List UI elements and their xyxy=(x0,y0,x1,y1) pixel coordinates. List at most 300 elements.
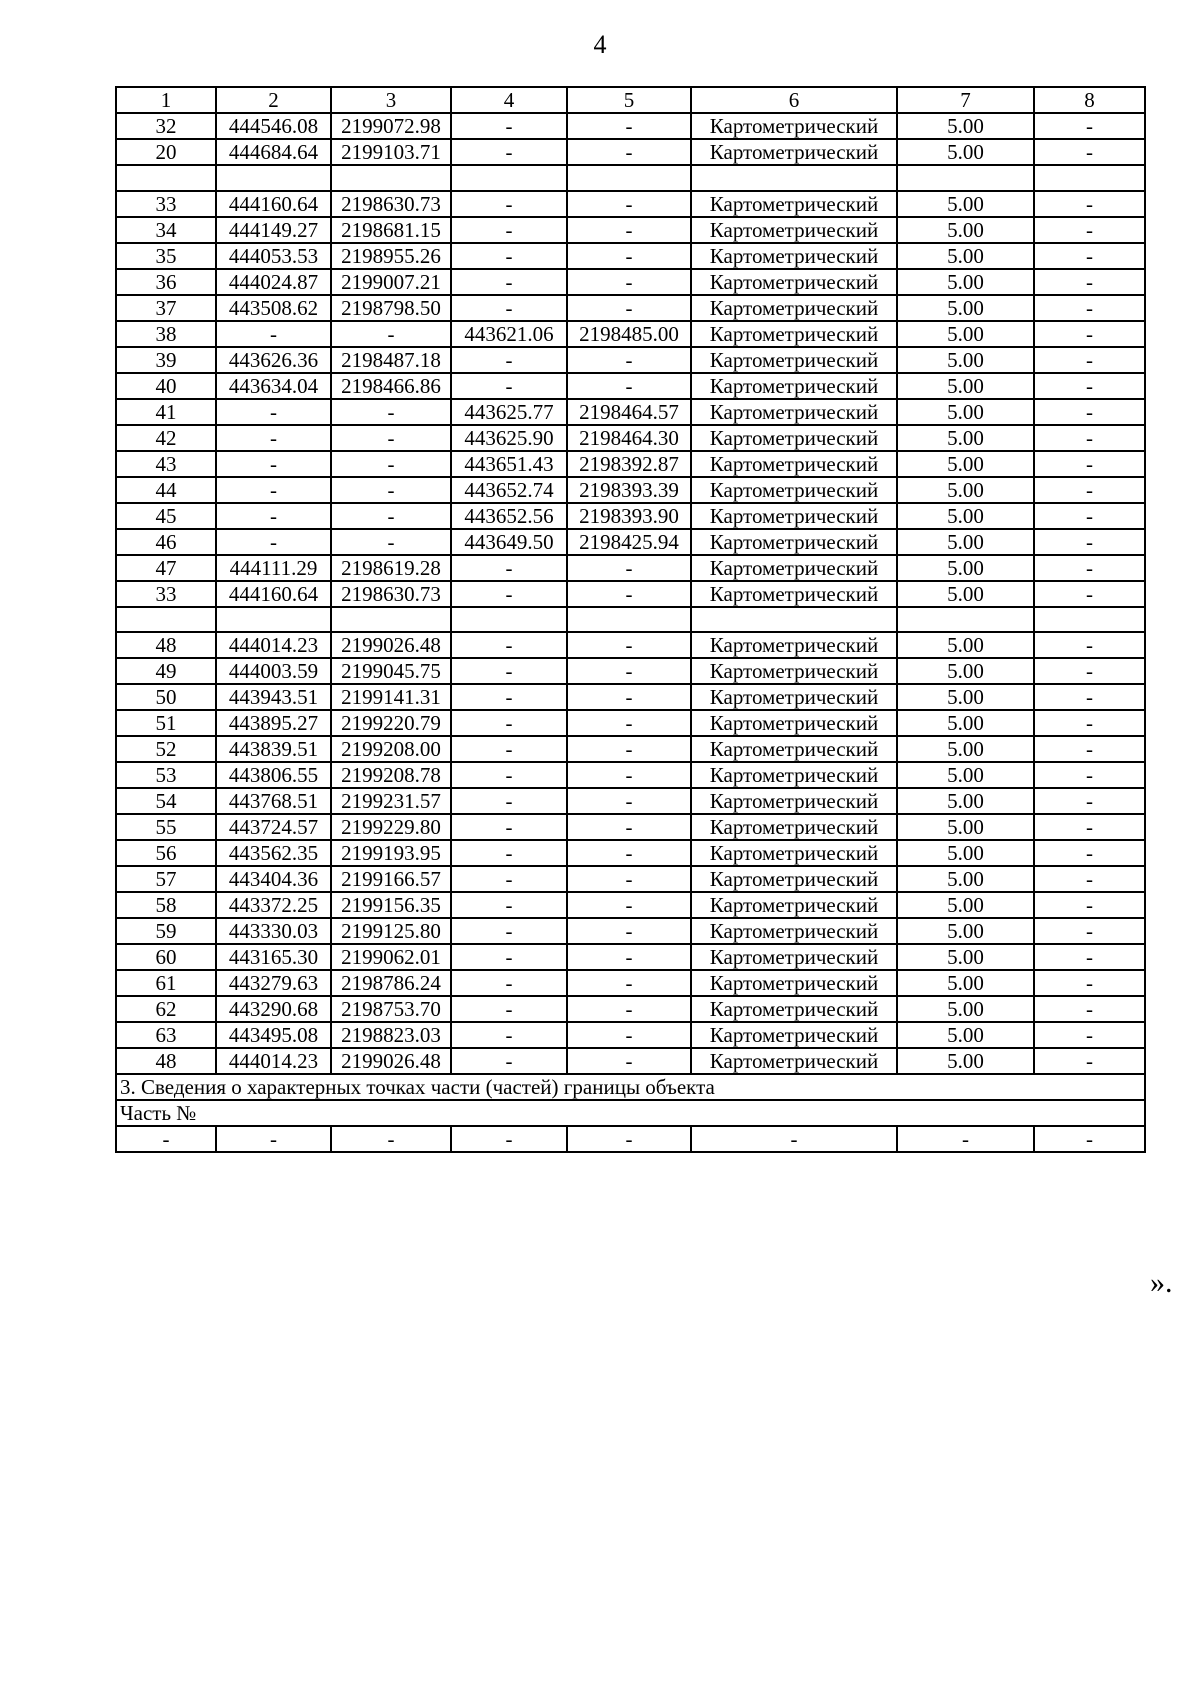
table-cell: 2198630.73 xyxy=(331,581,451,607)
table-cell xyxy=(897,165,1034,191)
table-cell: 53 xyxy=(116,762,216,788)
table-cell: 5.00 xyxy=(897,814,1034,840)
table-row xyxy=(116,399,1145,425)
table-cell: 5.00 xyxy=(897,373,1034,399)
table-cell: - xyxy=(451,710,567,736)
table-cell: 2198393.90 xyxy=(567,503,691,529)
table-row xyxy=(116,607,1145,633)
table-row xyxy=(116,451,1145,477)
table-cell: 443651.43 xyxy=(451,451,567,477)
table-cell: 33 xyxy=(116,581,216,607)
table-row xyxy=(116,217,1145,243)
table-cell: 2198823.03 xyxy=(331,1022,451,1048)
table-cell: - xyxy=(691,1126,897,1152)
table-row xyxy=(116,191,1145,217)
table-cell: - xyxy=(331,529,451,555)
table-cell: 443625.77 xyxy=(451,399,567,425)
table-cell: 38 xyxy=(116,321,216,347)
table-row xyxy=(116,1048,1145,1074)
table-cell: - xyxy=(897,1126,1034,1152)
table-cell: - xyxy=(216,477,331,503)
table-cell: Картометрический xyxy=(691,191,897,217)
table-cell: - xyxy=(1034,529,1145,555)
table-row xyxy=(116,918,1145,944)
table-cell: 44 xyxy=(116,477,216,503)
table-row xyxy=(116,321,1145,347)
table-cell: - xyxy=(451,347,567,373)
table-cell: - xyxy=(567,918,691,944)
table-cell: 62 xyxy=(116,996,216,1022)
table-cell: 5.00 xyxy=(897,399,1034,425)
table-cell xyxy=(331,165,451,191)
table-cell: - xyxy=(1034,710,1145,736)
table-cell: 58 xyxy=(116,892,216,918)
table-cell: Картометрический xyxy=(691,970,897,996)
table-row xyxy=(116,425,1145,451)
table-cell: 2198681.15 xyxy=(331,217,451,243)
table-cell: 2199156.35 xyxy=(331,892,451,918)
table-cell: - xyxy=(567,191,691,217)
table-cell: 7 xyxy=(897,87,1034,113)
table-cell: 20 xyxy=(116,139,216,165)
table-cell: - xyxy=(331,399,451,425)
table-cell: - xyxy=(1034,399,1145,425)
table-cell: - xyxy=(331,503,451,529)
table-cell: 54 xyxy=(116,788,216,814)
table-cell: 5.00 xyxy=(897,658,1034,684)
table-row xyxy=(116,113,1145,139)
table-row xyxy=(116,269,1145,295)
table-row xyxy=(116,373,1145,399)
table-cell: 2198464.30 xyxy=(567,425,691,451)
table-row xyxy=(116,944,1145,970)
table-cell: - xyxy=(567,1022,691,1048)
table-row xyxy=(116,139,1145,165)
table-cell: Картометрический xyxy=(691,477,897,503)
table-cell: - xyxy=(567,892,691,918)
table-cell: 51 xyxy=(116,710,216,736)
table-cell: 443372.25 xyxy=(216,892,331,918)
table-cell: 37 xyxy=(116,295,216,321)
table-cell: 2199062.01 xyxy=(331,944,451,970)
table-row xyxy=(116,347,1145,373)
table-row xyxy=(116,814,1145,840)
table-row xyxy=(116,165,1145,191)
table-cell: 443562.35 xyxy=(216,840,331,866)
table-cell: - xyxy=(1034,918,1145,944)
table-cell: 5.00 xyxy=(897,529,1034,555)
table-row xyxy=(116,892,1145,918)
table-cell xyxy=(691,165,897,191)
table-cell: 2198798.50 xyxy=(331,295,451,321)
table-cell: 1 xyxy=(116,87,216,113)
table-cell: Картометрический xyxy=(691,632,897,658)
table-row xyxy=(116,762,1145,788)
table-cell: - xyxy=(1034,788,1145,814)
table-cell: 443330.03 xyxy=(216,918,331,944)
table-cell: - xyxy=(567,1048,691,1074)
table-cell xyxy=(567,607,691,633)
table-cell: 2198464.57 xyxy=(567,399,691,425)
table-cell: - xyxy=(1034,736,1145,762)
table-cell: Картометрический xyxy=(691,944,897,970)
table-cell xyxy=(1034,607,1145,633)
table-cell: Картометрический xyxy=(691,840,897,866)
page-number: 4 xyxy=(593,30,607,59)
table-cell xyxy=(216,165,331,191)
table-cell: 57 xyxy=(116,866,216,892)
table-cell: 2199141.31 xyxy=(331,684,451,710)
table-cell: 443806.55 xyxy=(216,762,331,788)
table-cell: 33 xyxy=(116,191,216,217)
table-cell: Картометрический xyxy=(691,529,897,555)
table-cell: 5.00 xyxy=(897,347,1034,373)
table-cell: - xyxy=(567,217,691,243)
table-cell: Картометрический xyxy=(691,814,897,840)
table-cell: - xyxy=(567,347,691,373)
table-cell: 5.00 xyxy=(897,503,1034,529)
table-cell: - xyxy=(1034,892,1145,918)
table-cell: - xyxy=(567,373,691,399)
part-label-row-text: Часть № xyxy=(116,1100,1145,1126)
table-cell: - xyxy=(567,1126,691,1152)
table-cell: 5.00 xyxy=(897,736,1034,762)
table-cell: 2199125.80 xyxy=(331,918,451,944)
table-cell: 444149.27 xyxy=(216,217,331,243)
table-cell: 444684.64 xyxy=(216,139,331,165)
table-cell: - xyxy=(451,970,567,996)
table-row xyxy=(116,555,1145,581)
table-cell: 2198753.70 xyxy=(331,996,451,1022)
table-cell: - xyxy=(567,684,691,710)
section-title-row-text: 3. Сведения о характерных точках части (частей) границы объекта xyxy=(116,1074,1145,1100)
table-cell: 2199026.48 xyxy=(331,1048,451,1074)
table-cell: 47 xyxy=(116,555,216,581)
table-cell: 5.00 xyxy=(897,970,1034,996)
table-cell: - xyxy=(451,866,567,892)
table-cell: 36 xyxy=(116,269,216,295)
table-cell: 443895.27 xyxy=(216,710,331,736)
table-cell: - xyxy=(567,139,691,165)
table-cell: 443625.90 xyxy=(451,425,567,451)
table-cell: 52 xyxy=(116,736,216,762)
table-cell: - xyxy=(451,191,567,217)
table-cell: 444003.59 xyxy=(216,658,331,684)
table-cell: 5.00 xyxy=(897,866,1034,892)
table-cell: - xyxy=(331,321,451,347)
table-cell: 443165.30 xyxy=(216,944,331,970)
table-row xyxy=(116,1022,1145,1048)
table-cell: 2198466.86 xyxy=(331,373,451,399)
table-cell: - xyxy=(451,840,567,866)
table-cell: Картометрический xyxy=(691,269,897,295)
table-cell xyxy=(451,165,567,191)
table-cell: 63 xyxy=(116,1022,216,1048)
table-cell: - xyxy=(451,658,567,684)
table-cell: - xyxy=(451,788,567,814)
section-title-row xyxy=(116,1074,1145,1100)
table-cell: - xyxy=(331,1126,451,1152)
table-cell: 2199166.57 xyxy=(331,866,451,892)
table-cell: 2199026.48 xyxy=(331,632,451,658)
table-cell: 5.00 xyxy=(897,918,1034,944)
table-cell: 444111.29 xyxy=(216,555,331,581)
table-cell: 5.00 xyxy=(897,710,1034,736)
table-cell: - xyxy=(1034,243,1145,269)
table-cell: - xyxy=(451,892,567,918)
table-cell: 2199072.98 xyxy=(331,113,451,139)
table-cell: 2198485.00 xyxy=(567,321,691,347)
table-cell: 5.00 xyxy=(897,321,1034,347)
table-cell: 3 xyxy=(331,87,451,113)
table-cell: 56 xyxy=(116,840,216,866)
table-cell: - xyxy=(1034,762,1145,788)
table-cell: - xyxy=(216,399,331,425)
table-cell: 50 xyxy=(116,684,216,710)
table-cell: - xyxy=(567,581,691,607)
table-cell: - xyxy=(1034,321,1145,347)
table-cell: Картометрический xyxy=(691,788,897,814)
table-cell xyxy=(116,165,216,191)
table-cell: 444014.23 xyxy=(216,632,331,658)
table-cell: Картометрический xyxy=(691,658,897,684)
table-cell: 4 xyxy=(451,87,567,113)
table-cell: Картометрический xyxy=(691,373,897,399)
table-cell: 48 xyxy=(116,1048,216,1074)
table-cell: - xyxy=(451,996,567,1022)
table-cell xyxy=(567,165,691,191)
table-cell: - xyxy=(1034,658,1145,684)
table-row xyxy=(116,632,1145,658)
table-cell: 2199208.78 xyxy=(331,762,451,788)
table-cell: - xyxy=(451,814,567,840)
table-row xyxy=(116,788,1145,814)
table-row xyxy=(116,295,1145,321)
table-cell: - xyxy=(567,788,691,814)
table-cell: - xyxy=(1034,632,1145,658)
table-cell: Картометрический xyxy=(691,347,897,373)
table-cell: - xyxy=(331,425,451,451)
table-cell: 2199208.00 xyxy=(331,736,451,762)
table-header-row xyxy=(116,87,1145,113)
table-cell: Картометрический xyxy=(691,217,897,243)
table-cell: 2199045.75 xyxy=(331,658,451,684)
table-cell: 443768.51 xyxy=(216,788,331,814)
table-cell: 5.00 xyxy=(897,788,1034,814)
table-cell: - xyxy=(216,451,331,477)
table-cell: 443649.50 xyxy=(451,529,567,555)
table-cell: 5 xyxy=(567,87,691,113)
table-cell: 443839.51 xyxy=(216,736,331,762)
table-cell: - xyxy=(451,1126,567,1152)
table-cell: 2 xyxy=(216,87,331,113)
table-body xyxy=(116,87,1145,1152)
table-cell: 34 xyxy=(116,217,216,243)
table-cell: - xyxy=(451,269,567,295)
table-cell: 5.00 xyxy=(897,840,1034,866)
table-cell: - xyxy=(1034,477,1145,503)
table-cell: 444014.23 xyxy=(216,1048,331,1074)
table-cell: - xyxy=(216,321,331,347)
table-cell: - xyxy=(451,632,567,658)
table-cell: - xyxy=(1034,217,1145,243)
table-cell: - xyxy=(451,918,567,944)
table-cell: 2198393.39 xyxy=(567,477,691,503)
table-cell: - xyxy=(451,1022,567,1048)
table-cell: 5.00 xyxy=(897,555,1034,581)
table-cell: - xyxy=(451,684,567,710)
table-cell: 443404.36 xyxy=(216,866,331,892)
table-cell: 5.00 xyxy=(897,632,1034,658)
table-cell: 5.00 xyxy=(897,1048,1034,1074)
table-cell: - xyxy=(451,295,567,321)
table-cell: Картометрический xyxy=(691,762,897,788)
table-cell: - xyxy=(1034,581,1145,607)
table-cell: Картометрический xyxy=(691,684,897,710)
table-cell: 443495.08 xyxy=(216,1022,331,1048)
table-row xyxy=(116,710,1145,736)
table-cell: - xyxy=(451,555,567,581)
table-cell: 443652.56 xyxy=(451,503,567,529)
table-cell: - xyxy=(1034,1048,1145,1074)
table-cell: - xyxy=(567,970,691,996)
table-cell: 2199231.57 xyxy=(331,788,451,814)
final-table-row xyxy=(116,1126,1145,1152)
table-cell: Картометрический xyxy=(691,399,897,425)
table-cell: 46 xyxy=(116,529,216,555)
table-cell: - xyxy=(567,113,691,139)
table-cell: 443634.04 xyxy=(216,373,331,399)
table-cell: 5.00 xyxy=(897,243,1034,269)
table-cell: - xyxy=(567,814,691,840)
table-cell: - xyxy=(331,477,451,503)
table-cell: - xyxy=(1034,555,1145,581)
table-cell: - xyxy=(1034,1022,1145,1048)
table-cell: - xyxy=(567,840,691,866)
table-cell: 2198619.28 xyxy=(331,555,451,581)
table-cell: - xyxy=(1034,970,1145,996)
table-cell: Картометрический xyxy=(691,892,897,918)
table-cell: 2198392.87 xyxy=(567,451,691,477)
table-cell xyxy=(691,607,897,633)
table-cell: - xyxy=(567,710,691,736)
table-cell: - xyxy=(1034,373,1145,399)
table-cell: - xyxy=(567,762,691,788)
table-cell: 40 xyxy=(116,373,216,399)
table-cell: 8 xyxy=(1034,87,1145,113)
table-cell: - xyxy=(451,113,567,139)
table-cell: 45 xyxy=(116,503,216,529)
table-cell: Картометрический xyxy=(691,113,897,139)
table-cell: 444160.64 xyxy=(216,191,331,217)
table-cell: 5.00 xyxy=(897,113,1034,139)
table-cell: 5.00 xyxy=(897,1022,1034,1048)
table-cell: 2198487.18 xyxy=(331,347,451,373)
table-cell: 5.00 xyxy=(897,269,1034,295)
table-cell: 443621.06 xyxy=(451,321,567,347)
table-cell: - xyxy=(1034,840,1145,866)
table-cell: 5.00 xyxy=(897,581,1034,607)
table-cell: - xyxy=(451,217,567,243)
table-cell: - xyxy=(567,944,691,970)
table-cell: - xyxy=(451,243,567,269)
table-cell: 5.00 xyxy=(897,892,1034,918)
table-cell: 5.00 xyxy=(897,217,1034,243)
table-cell: - xyxy=(1034,425,1145,451)
table-row xyxy=(116,684,1145,710)
table-cell xyxy=(897,607,1034,633)
table-cell: 61 xyxy=(116,970,216,996)
table-cell: 444053.53 xyxy=(216,243,331,269)
part-label-row xyxy=(116,1100,1145,1126)
table-row xyxy=(116,840,1145,866)
table-cell: Картометрический xyxy=(691,710,897,736)
table-cell: 32 xyxy=(116,113,216,139)
table-cell: - xyxy=(567,736,691,762)
table-cell: Картометрический xyxy=(691,866,897,892)
table-cell: 60 xyxy=(116,944,216,970)
table-cell: 443290.68 xyxy=(216,996,331,1022)
table-cell: 55 xyxy=(116,814,216,840)
table-row xyxy=(116,970,1145,996)
table-cell: Картометрический xyxy=(691,451,897,477)
table-cell: 5.00 xyxy=(897,684,1034,710)
table-cell: 48 xyxy=(116,632,216,658)
table-cell: Картометрический xyxy=(691,425,897,451)
table-row xyxy=(116,996,1145,1022)
table-cell: - xyxy=(567,658,691,684)
table-cell: 2199007.21 xyxy=(331,269,451,295)
table-cell: 42 xyxy=(116,425,216,451)
table-cell: - xyxy=(1034,996,1145,1022)
table-cell: Картометрический xyxy=(691,243,897,269)
table-cell xyxy=(116,607,216,633)
table-row xyxy=(116,503,1145,529)
table-cell: 5.00 xyxy=(897,451,1034,477)
table-row xyxy=(116,736,1145,762)
table-cell: Картометрический xyxy=(691,295,897,321)
table-cell: 5.00 xyxy=(897,996,1034,1022)
table-cell: - xyxy=(567,632,691,658)
table-cell: 443508.62 xyxy=(216,295,331,321)
table-row xyxy=(116,529,1145,555)
table-cell: - xyxy=(1034,269,1145,295)
table-cell xyxy=(1034,165,1145,191)
table-cell: 443652.74 xyxy=(451,477,567,503)
table-cell: - xyxy=(451,139,567,165)
table-cell: - xyxy=(331,451,451,477)
table-cell: 2199103.71 xyxy=(331,139,451,165)
table-cell: - xyxy=(451,944,567,970)
table-cell: 35 xyxy=(116,243,216,269)
table-cell: - xyxy=(216,503,331,529)
table-cell: - xyxy=(1034,139,1145,165)
table-cell: 6 xyxy=(691,87,897,113)
table-cell: - xyxy=(567,295,691,321)
closing-quote-mark: ». xyxy=(1150,1266,1173,1299)
table-cell: 5.00 xyxy=(897,762,1034,788)
table-cell: Картометрический xyxy=(691,918,897,944)
table-cell: - xyxy=(216,425,331,451)
table-cell: - xyxy=(216,1126,331,1152)
table-cell: - xyxy=(567,996,691,1022)
table-cell: 5.00 xyxy=(897,139,1034,165)
table-cell: - xyxy=(1034,295,1145,321)
table-cell: 5.00 xyxy=(897,425,1034,451)
table-cell: - xyxy=(1034,814,1145,840)
table-cell: 5.00 xyxy=(897,477,1034,503)
table-cell: - xyxy=(567,866,691,892)
